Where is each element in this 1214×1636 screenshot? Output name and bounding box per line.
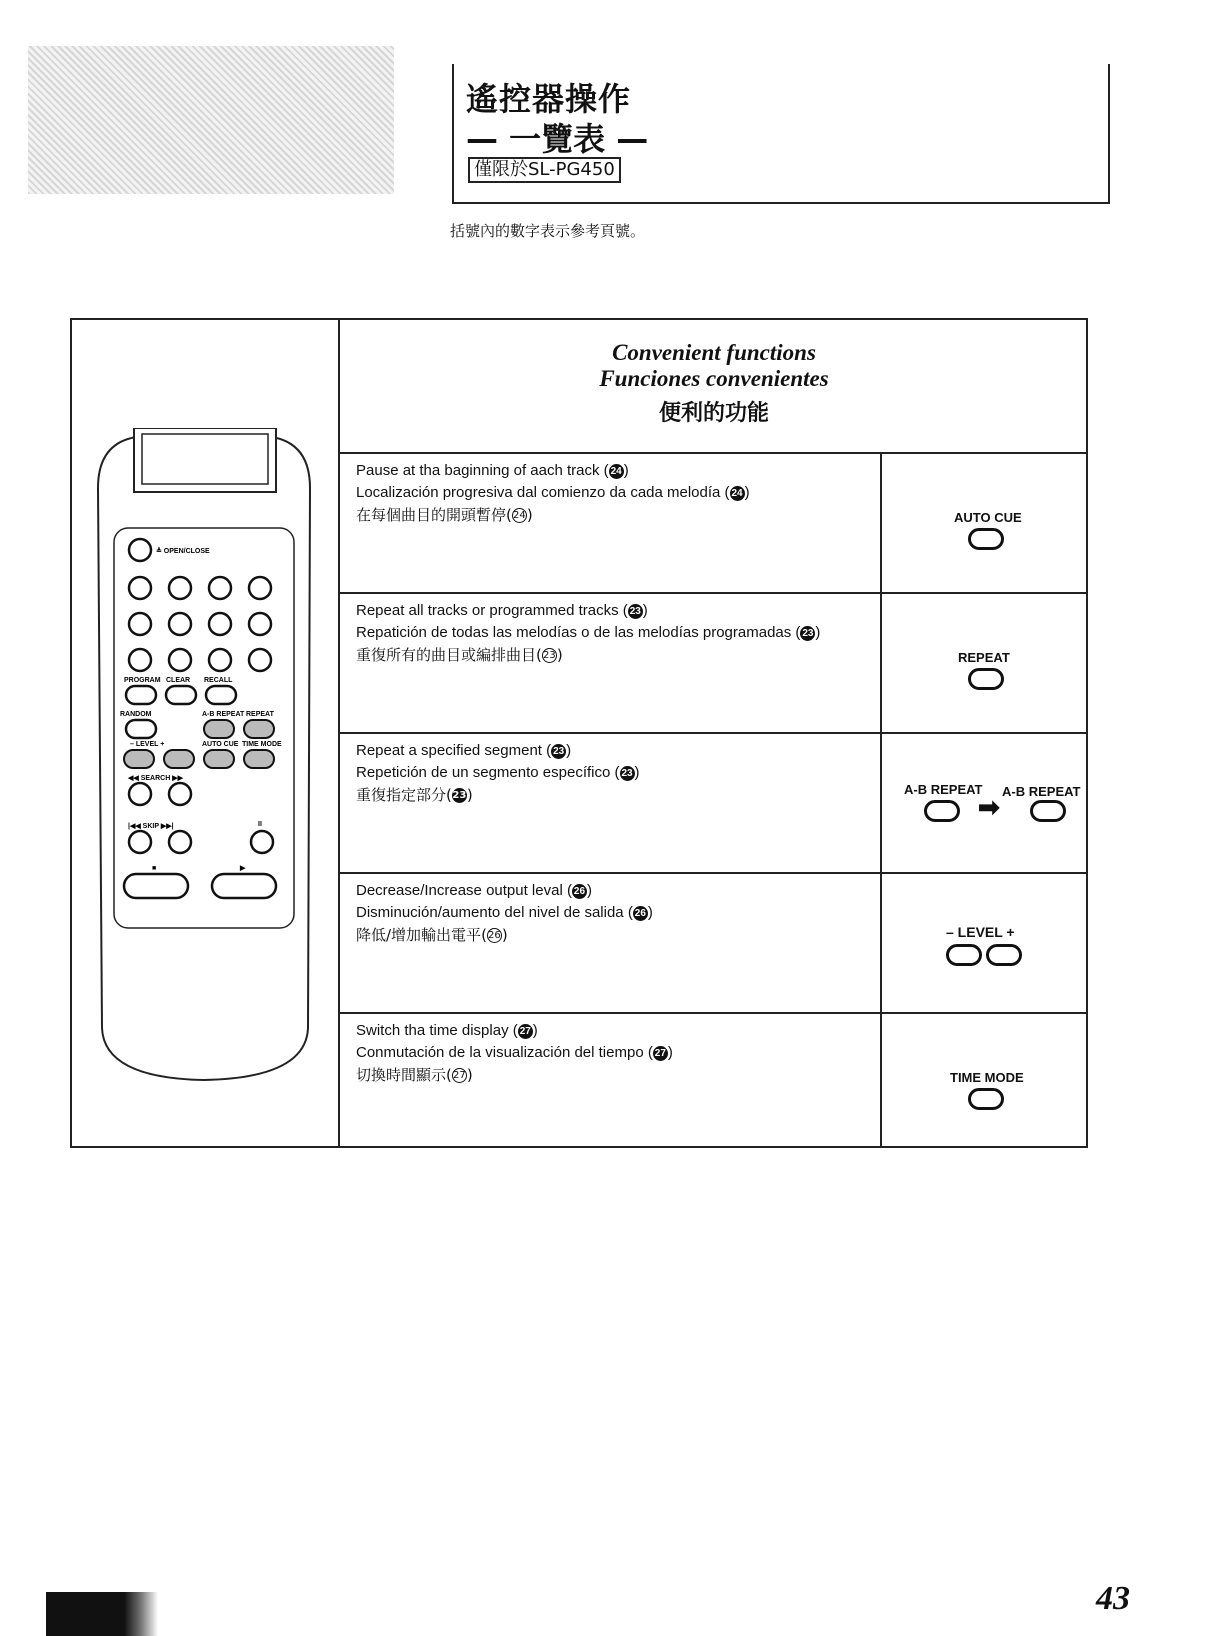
skip-label: |◀◀ SKIP ▶▶| [128,823,174,830]
level-down-button-icon [946,944,982,966]
page-ref: 24 [513,510,526,521]
row-text-zh: 重復指定部分 [356,786,447,804]
page-ref: 24 [610,465,622,477]
remote-control-illustration [86,428,316,1088]
page-ref: 23 [452,790,467,801]
ab-repeat-label: A-B REPEAT [202,711,245,718]
page-ref: 23 [543,650,556,661]
row-text-es: Disminución/aumento del nivel de salida [356,904,624,921]
row-text-zh: 降低/增加輸出電平 [356,926,482,944]
row-text-en: Repeat a specified segment [356,742,542,759]
page-ref: 27 [519,1025,531,1037]
level-label: – LEVEL + [130,741,165,748]
row-text-es: Repetición de un segmento específico [356,764,611,781]
button-cell [880,734,1088,872]
level-up-button-icon [986,944,1022,966]
page-ref: 23 [621,767,633,779]
ab-repeat-button-label: A-B REPEAT [904,782,983,797]
auto-cue-button-icon [968,528,1004,550]
header-chinese: 便利的功能 [658,401,769,426]
header-english: Convenient functions [612,340,816,365]
page-ref: 27 [453,1070,466,1081]
pause-label: II [258,821,262,828]
row-text-zh: 重復所有的曲目或編排曲目 [356,646,537,664]
table-row: Decrease/Increase output leval ( 26 ) Disminución/aumento del nivel de salida ( 26 ) 降低/增加輸出電平(26) – LEVEL + [340,874,1088,1014]
page-ref: 23 [802,627,814,639]
random-label: RANDOM [120,711,152,718]
header-spanish: Funciones convenientes [599,366,829,391]
page-ref: 24 [731,487,743,499]
repeat-label: REPEAT [246,711,274,718]
open-close-label: ≜ OPEN/CLOSE [156,548,210,555]
program-label: PROGRAM [124,677,161,684]
page-ref: 26 [634,907,646,919]
arrow-right-icon: ➡ [978,792,1000,822]
recall-label: RECALL [204,677,233,684]
clear-label: CLEAR [166,677,191,684]
table-row: Switch tha time display ( 27 ) Conmutación de la visualización del tiempo ( 27 ) 切換時間顯示(27) TIME MODE [340,1014,1088,1148]
row-text-en: Switch tha time display [356,1022,509,1039]
row-text-en: Repeat all tracks or programmed tracks [356,602,619,619]
ab-repeat-button-label: A-B REPEAT [1002,784,1081,799]
row-text-en: Decrease/Increase output leval [356,882,563,899]
page-corner-mark [46,1592,158,1636]
table-header [340,318,1088,454]
repeat-button-label: REPEAT [958,650,1010,665]
table-row: Repeat all tracks or programmed tracks ( 23 ) Repatición de todas las melodías o de las melodías programadas ( 23 ) 重復所有的曲目或編排曲目(23) REPEAT [340,594,1088,734]
ab-repeat-button-icon [1030,800,1066,822]
row-text-es: Localización progresiva dal comienzo da cada melodía [356,484,721,501]
row-text-es: Conmutación de la visualización del tiempo [356,1044,644,1061]
search-label: ◀◀ SEARCH ▶▶ [128,775,183,782]
page-ref: 23 [553,745,565,757]
time-mode-button-label: TIME MODE [950,1070,1024,1085]
level-button-label: – LEVEL + [946,924,1015,940]
auto-cue-label: AUTO CUE [202,741,239,748]
play-label: ▶ [240,865,246,872]
table-row: Pause at tha baginning of aach track ( 24 ) Localización progresiva dal comienzo da cada melodía ( 24 ) 在每個曲目的開頭暫停(24) AUTO CUE [340,454,1088,594]
model-badge: 僅限於SL-PG450 [468,157,621,183]
stop-label: ■ [152,865,157,872]
button-cell [880,1014,1088,1148]
row-text-zh: 在每個曲目的開頭暫停 [356,506,507,524]
page-ref: 23 [629,605,641,617]
table-row: Repeat a specified segment ( 23 ) Repetición de un segmento específico ( 23 ) 重復指定部分(23) A-B REPEAT A-B REPEAT ➡ [340,734,1088,874]
button-cell [880,454,1088,592]
row-text-zh: 切換時間顯示 [356,1066,447,1084]
repeat-button-icon [968,668,1004,690]
reference-note: 括號內的數字表示參考頁號。 [450,222,646,240]
button-cell [880,874,1088,1012]
page-ref: 26 [488,930,501,941]
button-cell [880,594,1088,732]
ab-repeat-button-icon [924,800,960,822]
title-box [452,64,1110,204]
auto-cue-button-label: AUTO CUE [954,510,1022,525]
row-text-en: Pause at tha baginning of aach track [356,462,600,479]
page-ref: 27 [654,1047,666,1059]
page-number: 43 [1096,1580,1130,1617]
time-mode-label: TIME MODE [242,741,282,748]
decorative-texture [28,46,394,194]
page-title: 遙控器操作 [466,80,632,118]
time-mode-button-icon [968,1088,1004,1110]
row-text-es: Repatición de todas las melodías o de las melodías programadas [356,624,792,641]
page-ref: 26 [573,885,586,897]
page-subtitle: — 一覽表 — [466,120,649,158]
